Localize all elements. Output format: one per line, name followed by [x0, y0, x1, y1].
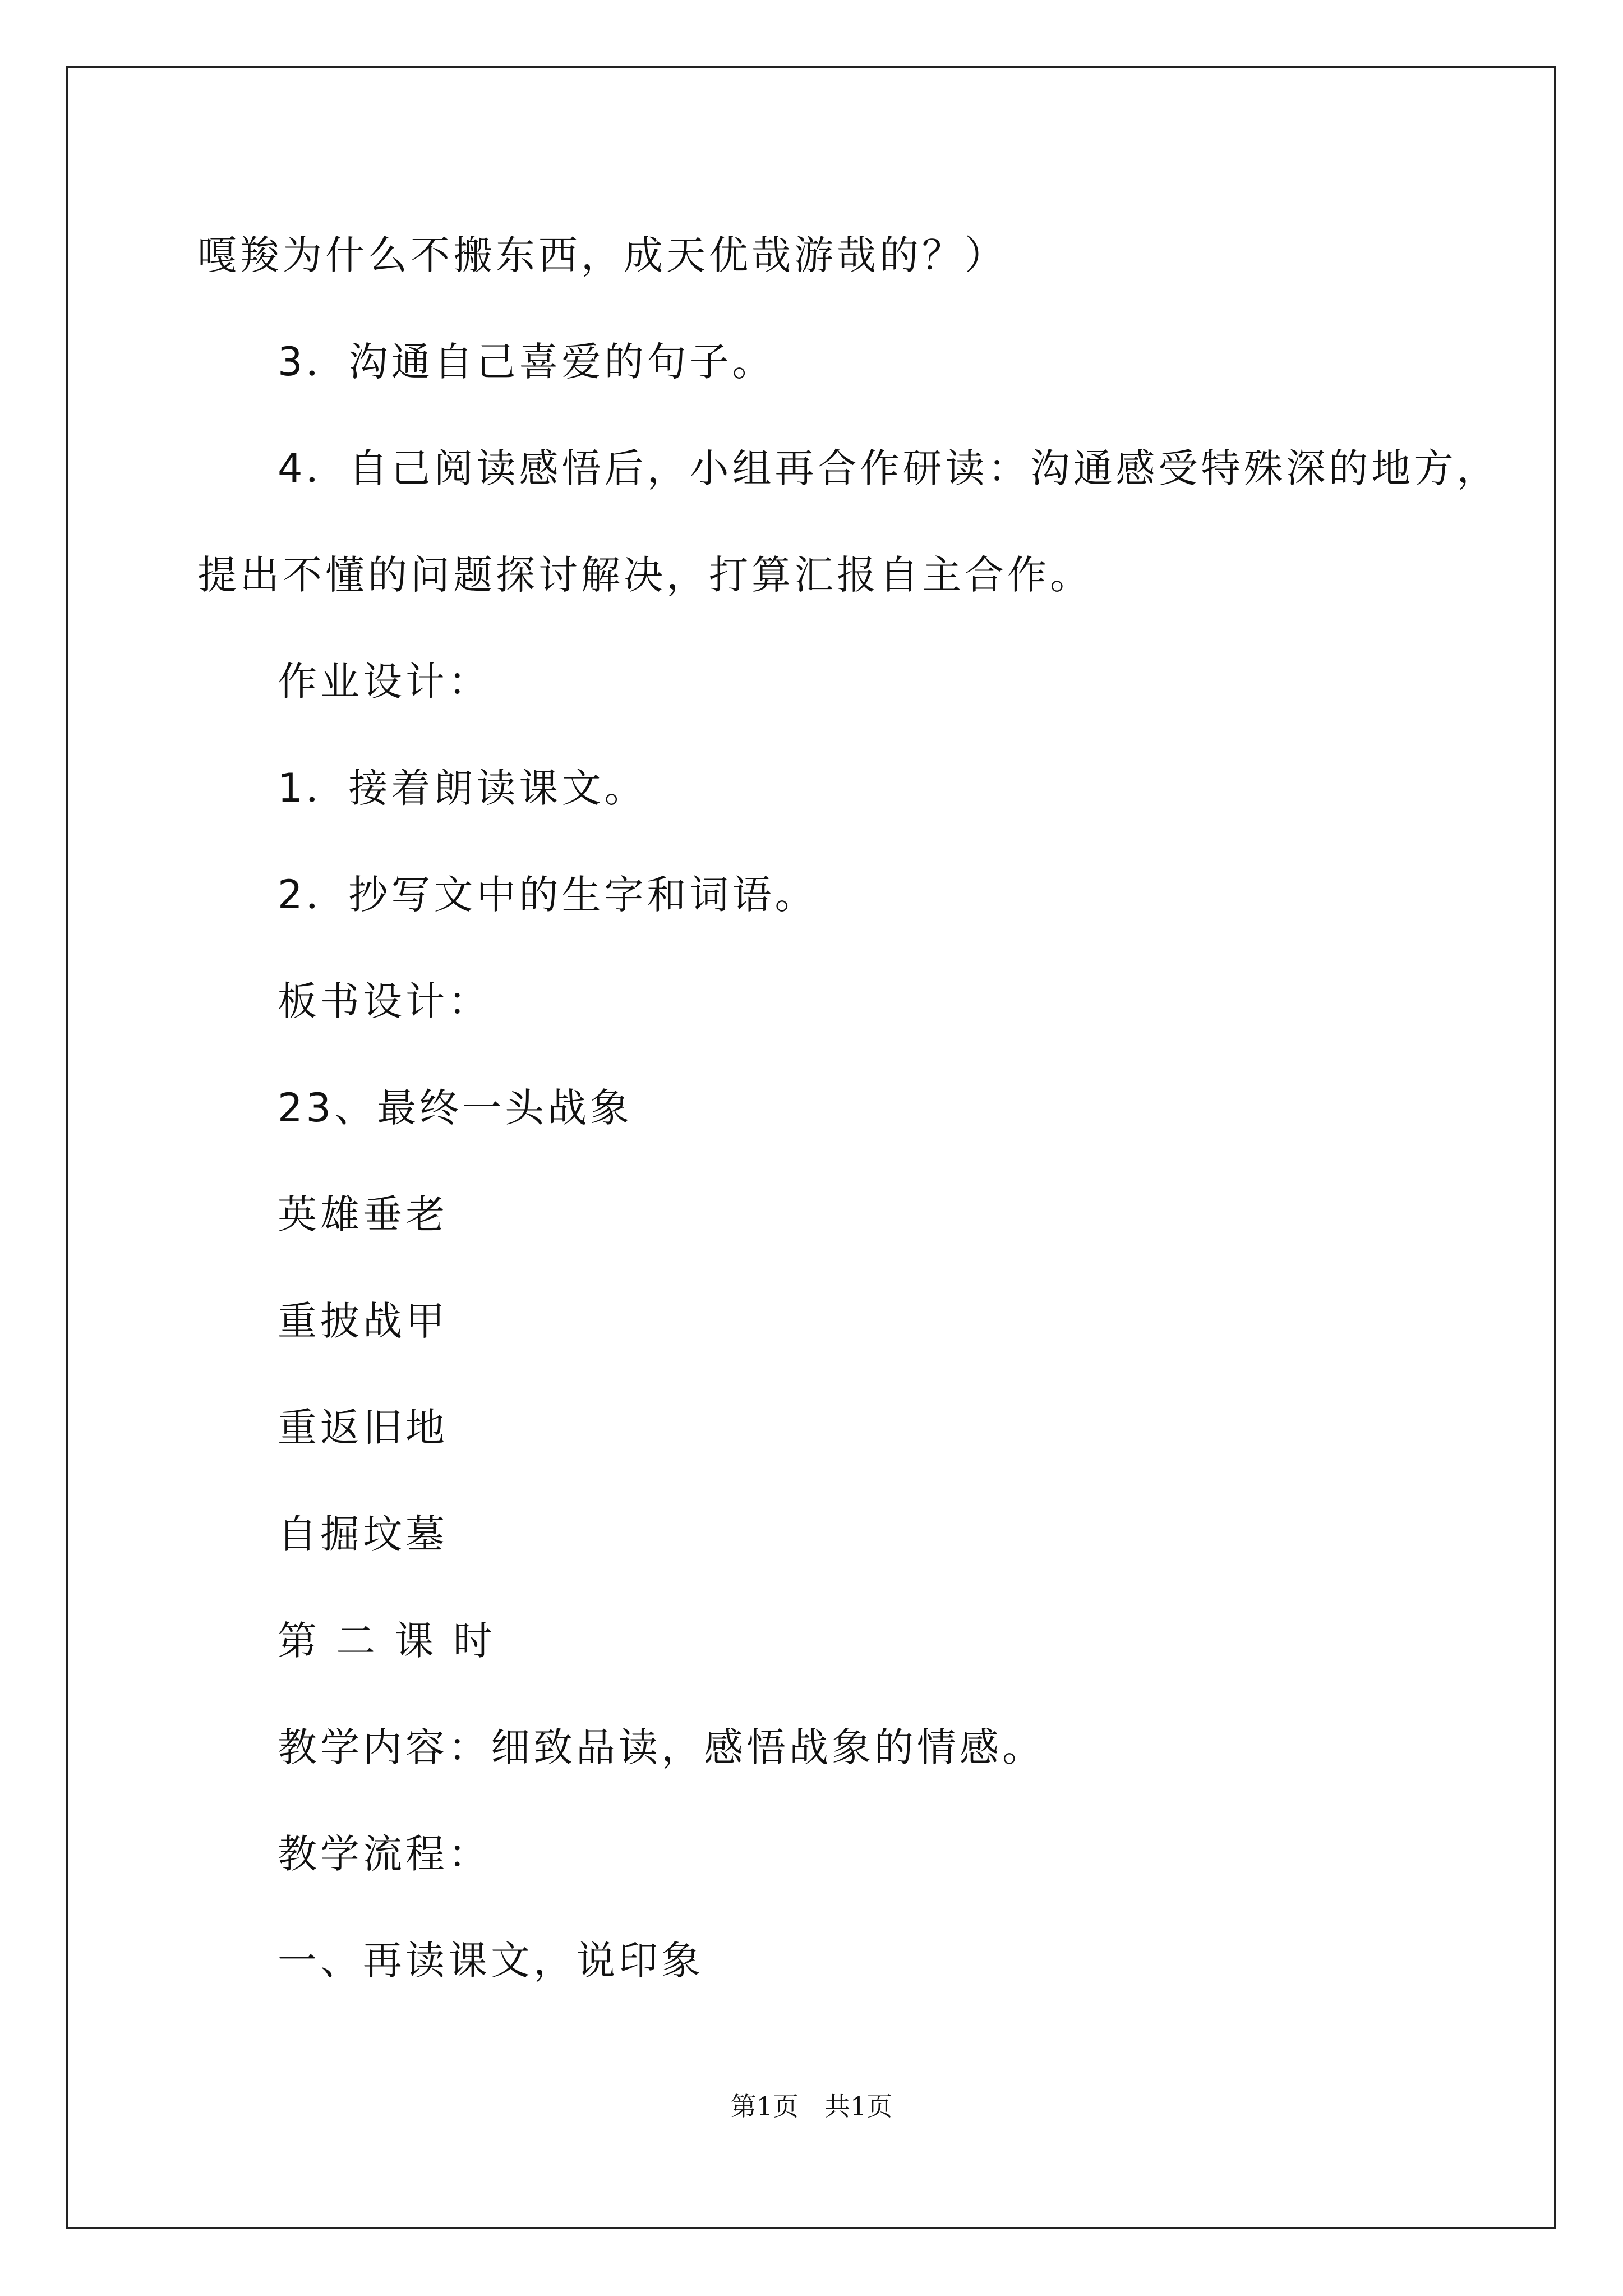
board-item: 重披战甲	[278, 1298, 448, 1344]
paragraph-line: 1．接着朗读课文。	[278, 765, 647, 811]
page-footer: 第1页 共1页	[730, 2091, 893, 2122]
paragraph-line: 教学内容：细致品读，感悟战象的情感。	[278, 1724, 1045, 1770]
section-heading: 教学流程：	[278, 1831, 491, 1877]
page-frame	[66, 66, 1556, 2229]
paragraph-line: 2．抄写文中的生字和词语。	[278, 872, 818, 918]
paragraph-line: 一、再读课文，说印象	[278, 1938, 704, 1984]
section-heading: 作业设计：	[278, 659, 491, 705]
board-item: 重返旧地	[278, 1405, 448, 1451]
section-heading: 板书设计：	[278, 978, 491, 1024]
board-item: 英雄垂老	[278, 1191, 448, 1237]
paragraph-line: 嘎羧为什么不搬东西，成天优哉游哉的？）	[197, 232, 1007, 278]
paragraph-line: 3．沟通自己喜爱的句子。	[278, 339, 775, 385]
board-item: 自掘坟墓	[278, 1511, 448, 1557]
board-title: 23、最终一头战象	[278, 1085, 633, 1131]
lesson-heading: 第 二 课 时	[278, 1618, 496, 1664]
paragraph-line: 4．自己阅读感悟后，小组再合作研读：沟通感受特殊深的地方，	[278, 445, 1500, 491]
paragraph-line: 提出不懂的问题探讨解决，打算汇报自主合作。	[197, 552, 1092, 598]
